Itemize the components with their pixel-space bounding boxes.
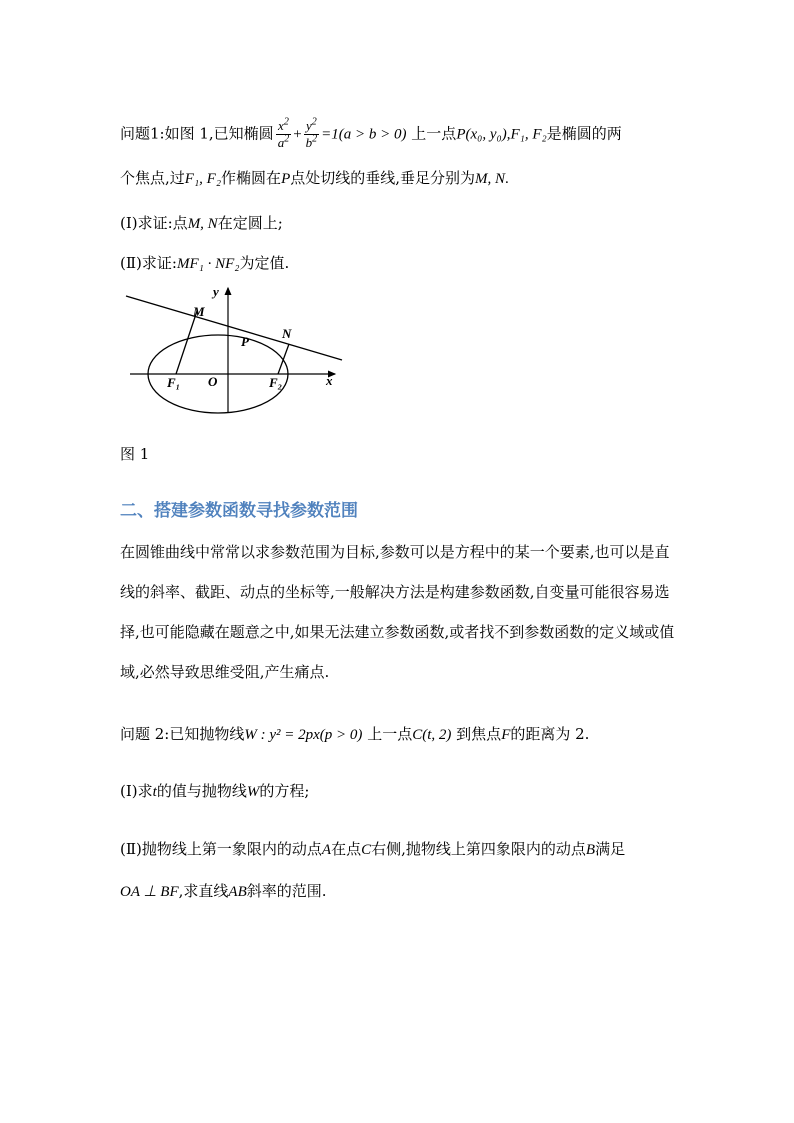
- q2-text: (Ⅰ)求: [120, 782, 153, 800]
- q2-text: 满足: [595, 840, 626, 858]
- ellipse-condition: =1(a > b > 0): [321, 126, 407, 143]
- fraction-x2-a2: $\frac{x^2}{a^2}$: [277, 116, 290, 150]
- var-b: B: [585, 842, 596, 858]
- line-ab: AB: [228, 884, 247, 900]
- var-c: C: [361, 842, 372, 858]
- q1-part2-expr: MF₁ · NF₂: [176, 256, 240, 272]
- q1-line2: 个焦点,过F₁, F₂作椭圆在P点处切线的垂线,垂足分别为M, N.: [120, 169, 509, 187]
- section-paragraph: 在圆锥曲线中常常以求参数范围为目标,参数可以是方程中的某一个要素,也可以是直线的斜率、截距、动点的坐标等,一般解决方法是构建参数函数,自变量可能很容易选择,也可能隐藏在题意之中,如果无法建立参数函数,或者找不到参数函数的定义域或值域,必然导致思维受阻,产生痛点.: [120, 543, 675, 681]
- q1-part1: [120, 213, 283, 234]
- point-p: P(x₀, y₀): [456, 126, 507, 143]
- label-f2: F₂: [269, 375, 283, 390]
- q2-text: 到焦点: [456, 725, 502, 743]
- q2-text: (Ⅱ)抛物线上第一象限内的动点: [120, 840, 322, 858]
- q2-text: 在点: [331, 840, 362, 858]
- q2-text: 的距离为 2.: [510, 725, 590, 743]
- q2-part2-line2: [120, 881, 327, 902]
- point-c: C(t, 2): [412, 727, 452, 743]
- q2-part2-line1: [120, 839, 625, 860]
- q1-part2: [120, 253, 289, 274]
- q1-part2-prefix: (Ⅱ)求证:: [120, 254, 177, 272]
- q2-part1: [120, 781, 309, 802]
- label-n: N: [282, 326, 292, 341]
- q1-line1: 问题1:如图 1,已知椭圆 $\frac{x^2}{a^2}$ + $\frac{y^2}{b^2}$ =1(a > b > 0) 上一点P(x₀, y₀),F₁, F₂是椭圆的两: [120, 116, 622, 150]
- foci: F₁, F₂: [184, 171, 222, 187]
- q2-text: 的值与抛物线: [156, 782, 247, 800]
- label-y: y: [213, 284, 219, 299]
- q2-text: 斜率的范围.: [246, 882, 327, 900]
- q2-line1: [120, 724, 589, 745]
- q1-text: 是椭圆的两: [546, 124, 622, 143]
- foci: F₁, F₂: [510, 126, 547, 143]
- q1-part1-prefix: (Ⅰ)求证:点: [120, 214, 188, 232]
- focus-f: F: [501, 727, 511, 743]
- q2-text: ,求直线: [178, 882, 229, 900]
- parabola-equation: W : y² = 2px(p > 0): [244, 727, 363, 743]
- q1-text: 上一点: [411, 124, 457, 143]
- label-x: x: [326, 373, 333, 388]
- q1-text: 个焦点,过: [120, 169, 185, 187]
- q1-text: 点处切线的垂线,垂足分别为: [290, 169, 476, 187]
- q2-text: 的方程;: [259, 782, 310, 800]
- label-p: P: [241, 334, 249, 349]
- section-heading: 二、搭建参数函数寻找参数范围: [120, 501, 358, 521]
- q1-text: 作椭圆在: [221, 169, 282, 187]
- var-a: A: [321, 842, 332, 858]
- q2-text: 右侧,抛物线上第四象限内的动点: [371, 840, 586, 858]
- label-m: M: [193, 304, 205, 319]
- q1-part1-suffix: 在定圆上;: [217, 214, 283, 232]
- segment-f1-m: [176, 311, 197, 374]
- q1-part2-suffix: 为定值.: [239, 254, 290, 272]
- q2-text: 上一点: [367, 725, 413, 743]
- feet-mn: M, N: [475, 171, 506, 187]
- perpendicular-condition: OA ⊥ BF: [120, 884, 179, 900]
- q2-text: 问题 2:已知抛物线: [120, 725, 245, 743]
- var-t: t: [152, 784, 157, 800]
- q1-intro: 问题1:如图 1,已知椭圆: [120, 124, 274, 143]
- figure-ellipse-diagram: [120, 283, 350, 418]
- label-f1: F₁: [167, 375, 181, 390]
- tangent-line: [126, 296, 342, 360]
- fraction-y2-b2: $\frac{y^2}{b^2}$: [305, 116, 318, 150]
- feet-mn: M, N: [187, 216, 218, 232]
- label-o: O: [208, 374, 218, 389]
- figure-caption: 图 1: [120, 445, 150, 463]
- var-w: W: [246, 784, 260, 800]
